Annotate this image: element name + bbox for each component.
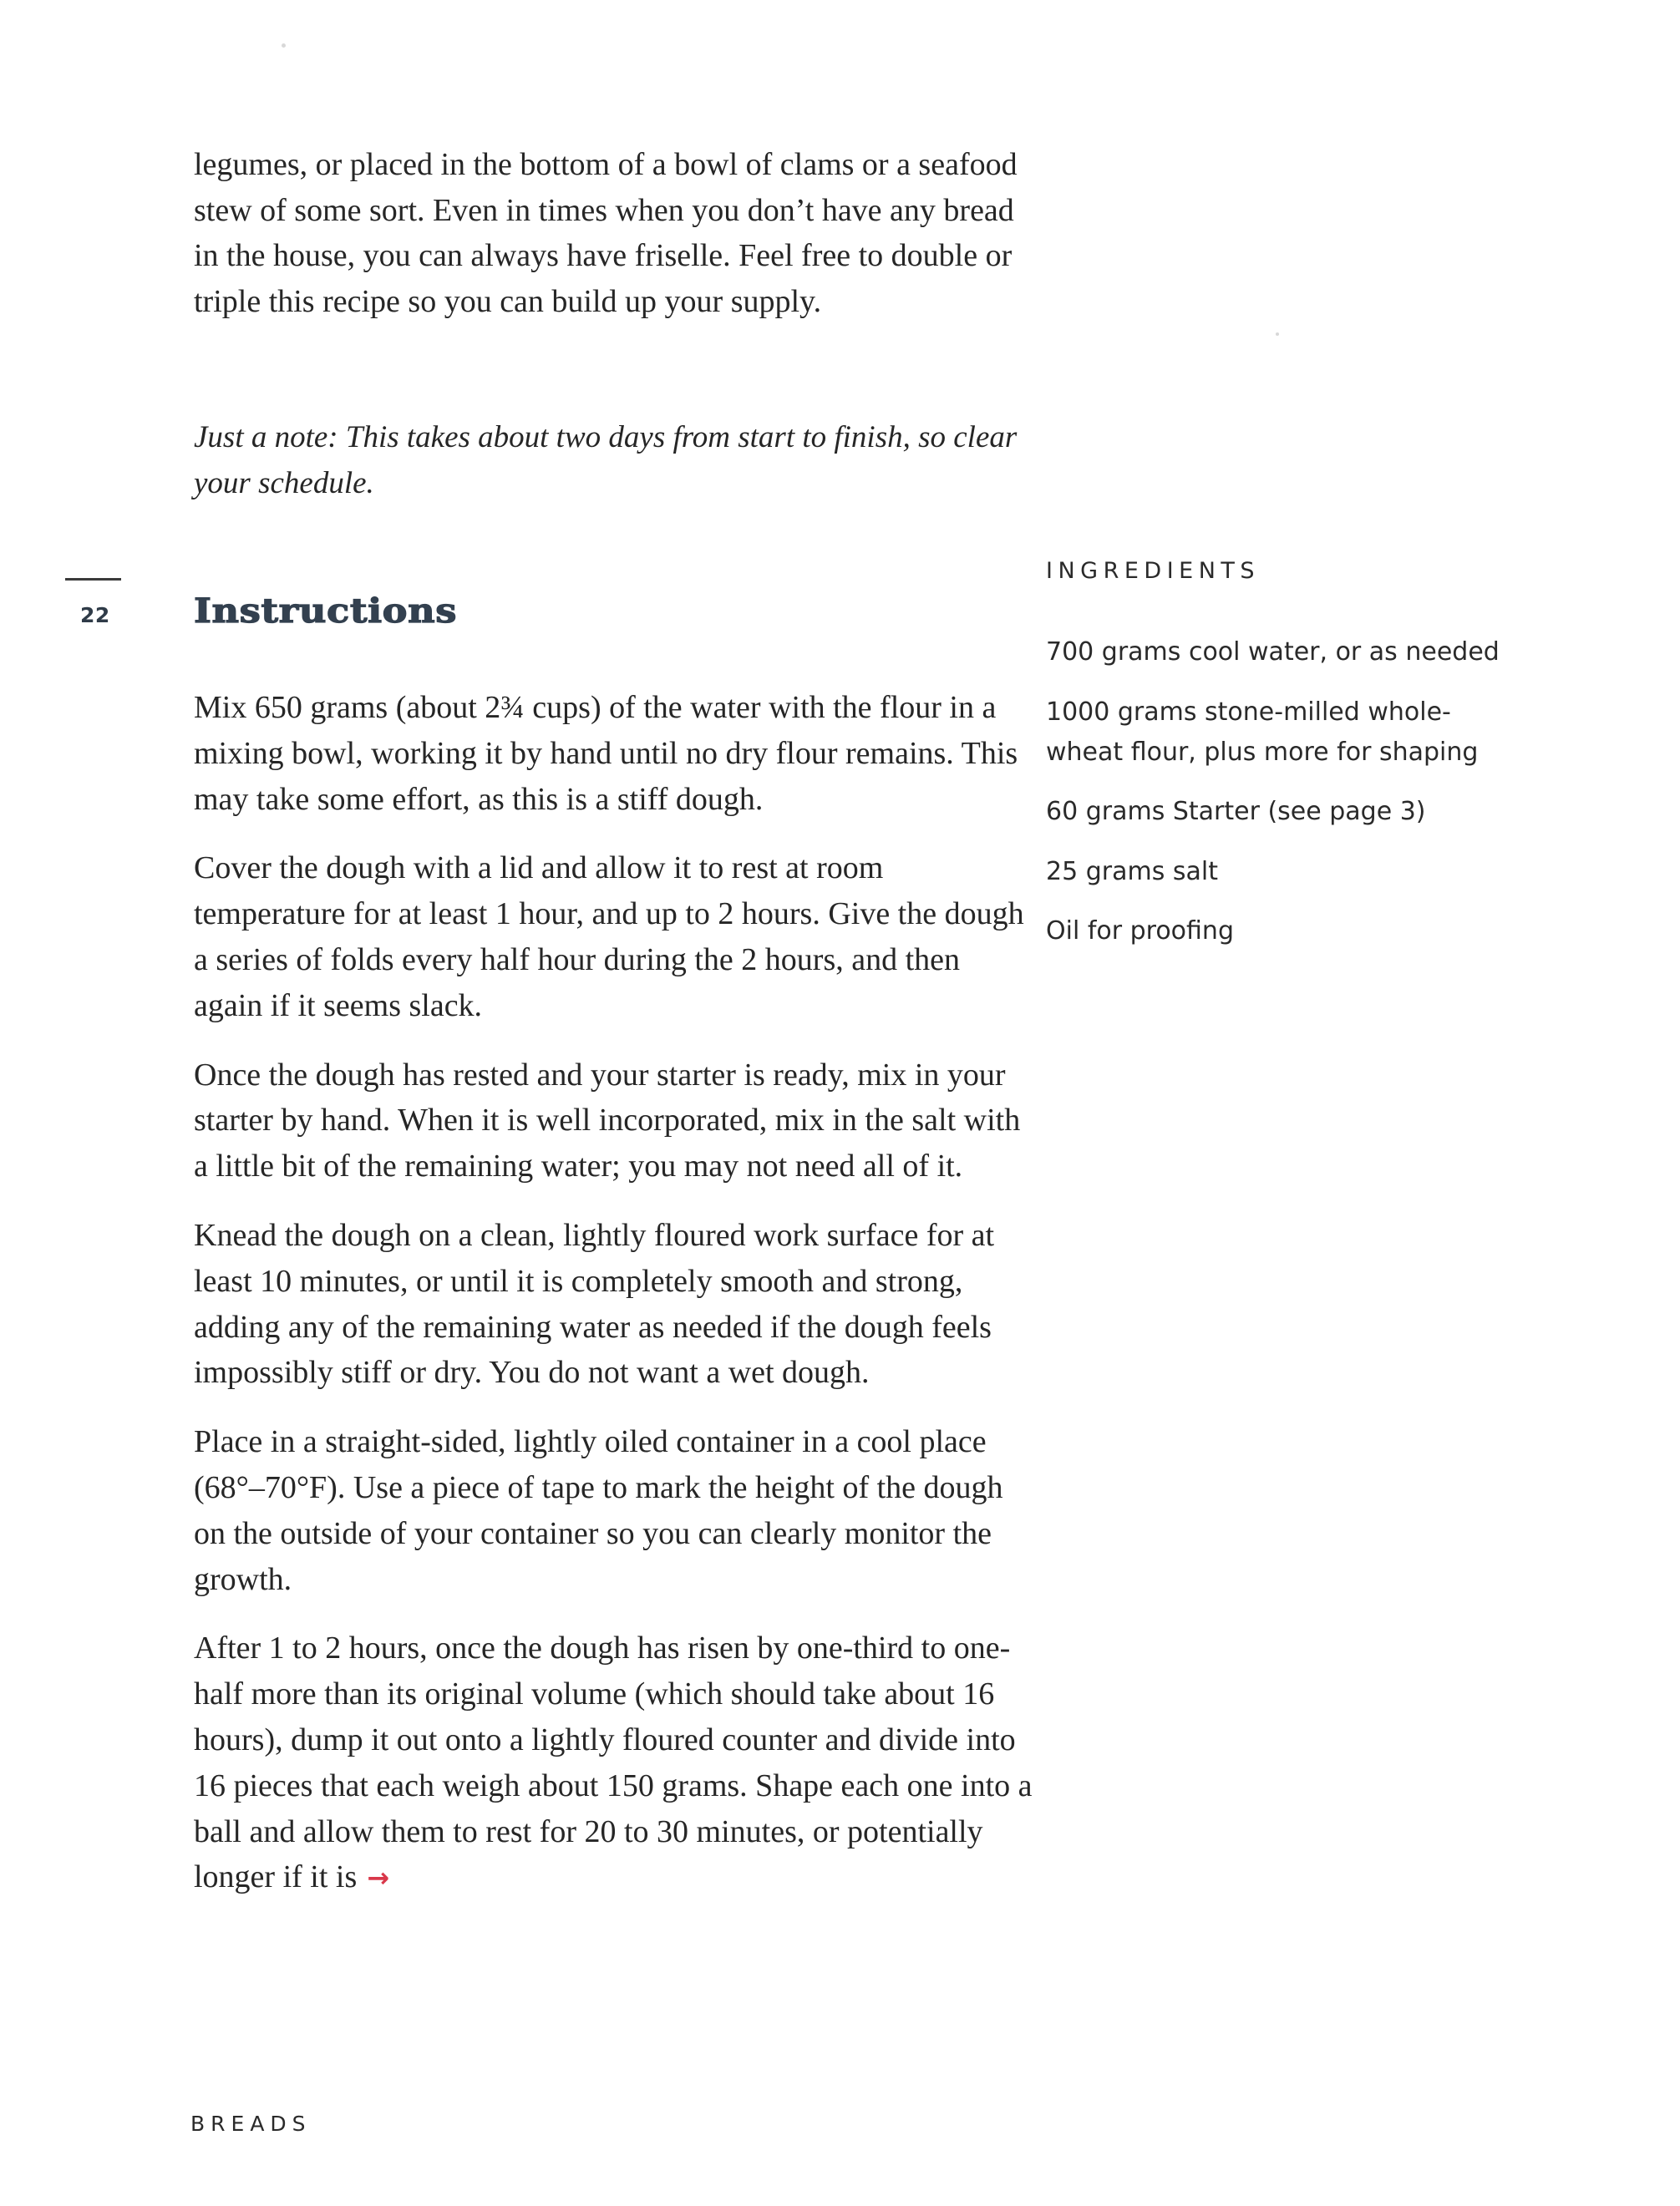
ingredients-list [1046,632,1514,971]
ingredient-item: 60 grams Starter (see page 3) [1046,797,1426,826]
instruction-step: Once the dough has rested and your starter is ready, mix in your starter by hand. When it is well incorporated, mix in the salt with a little bit of the remaining water; you may not need all of it. [194,1057,1021,1184]
ingredient-item: 700 grams cool water, or as needed [1046,637,1500,667]
instruction-step-text: After 1 to 2 hours, once the dough has risen by one-third to one-half more than its original volume (which should take about 16 hours), dump it out onto a lightly floured counter and divide into 16 pieces that each weigh about 150 grams. Shape each one into a ball and allow them to rest for 20 to 30 minutes, or potentially longer if it is [194,1630,1033,1895]
ingredients-label: INGREDIENTS [1046,558,1261,584]
margin-rule-divider [65,578,121,581]
ingredient-item: 25 grams salt [1046,856,1218,886]
instruction-step: Knead the dough on a clean, lightly floured work surface for at least 10 minutes, or until it is completely smooth and strong, adding any of the remaining water as needed if the dough feels impossibly stiff or dry. You do not want a wet dough. [194,1217,995,1391]
instruction-step-last [194,1625,1033,1901]
intro-paragraph: legumes, or placed in the bottom of a bowl of clams or a seafood stew of some sort. Even in times when you don’t have any bread in the house, you can always have friselle. Feel free to double or triple this recipe so you can build up your supply. [194,147,1018,319]
instruction-step: Cover the dough with a lid and allow it to rest at room temperature for at least 1 hour, and up to 2 hours. Give the dough a series of folds every half hour during the 2 hours, and then again if it seems slack. [194,850,1024,1023]
ingredient-item: 1000 grams stone-milled whole-wheat flour, plus more for shaping [1046,697,1479,767]
scan-speck [1276,332,1279,336]
scan-speck [282,43,286,48]
instruction-step: Mix 650 grams (about 2¾ cups) of the water with the flour in a mixing bowl, working it by hand until no dry flour remains. This may take some effort, as this is a stiff dough. [194,690,1018,817]
instruction-step: Place in a straight-sided, lightly oiled container in a cool place (68°–70°F). Use a piece of tape to mark the height of the dough on the outside of your container so you can clearly monitor the growth. [194,1424,1003,1597]
continue-arrow-icon[interactable]: → [367,1862,390,1894]
instructions-heading: Instructions [194,591,458,631]
intro-note: Just a note: This takes about two days from start to finish, so clear your schedule. [194,420,1018,500]
ingredient-item: Oil for proofing [1046,916,1234,946]
section-footer-label: BREADS [190,2112,312,2136]
page-number: 22 [80,603,110,627]
instructions-body [194,685,1033,1925]
